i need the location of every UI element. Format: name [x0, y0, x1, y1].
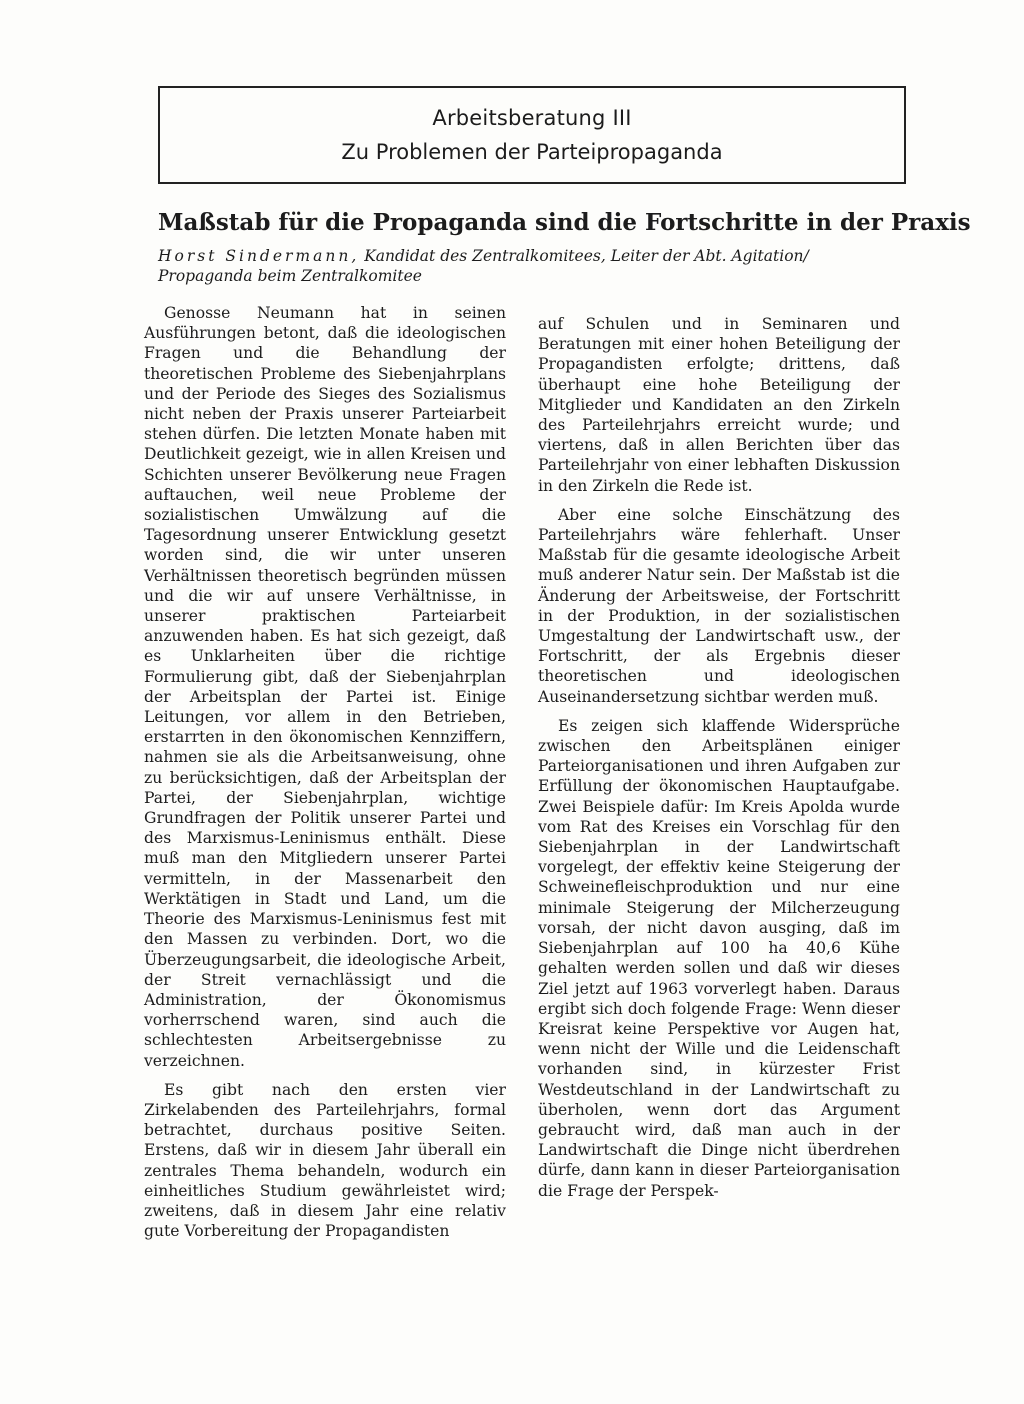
text-column-right — [538, 314, 900, 1210]
section-header-box — [158, 86, 906, 184]
paragraph: Aber eine solche Einschätzung des Parteilehrjahrs wäre fehlerhaft. Unser Maßstab für die gesamte ideologische Arbeit muß anderer Natur sein. Der Maßstab ist die Änderung der Arbeitsweise, der Fortschritt in der Produktion, in der sozialistischen Umgestaltung der Landwirtschaft usw., der Fortschritt, der als Ergebnis dieser theoretischen und ideologischen Auseinandersetzung sichtbar werden muß. — [538, 505, 900, 706]
paragraph: Genosse Neumann hat in seinen Ausführungen betont, daß die ideologischen Fragen und die Behandlung der theoretischen Probleme des Siebenjahrplans und der Periode des Sieges des Sozialismus nicht neben der Praxis unserer Parteiarbeit stehen dürfen. Die letzten Monate haben mit Deutlichkeit gezeigt, wie in allen Kreisen und Schichten unserer Bevölkerung neue Fragen auftauchen, weil neue Probleme der sozialistischen Umwälzung auf die Tagesordnung unserer Entwicklung gesetzt worden sind, die wir unter unseren Verhältnissen theoretisch begründen müssen und die wir auf unsere Verhältnisse, in unserer praktischen Parteiarbeit anzuwenden haben. Es hat sich gezeigt, daß es Unklarheiten über die richtige Formulierung gibt, daß der Siebenjahrplan der Arbeitsplan der Partei ist. Einige Leitungen, vor allem in den Betrieben, erstarrten in den ökonomischen Kennziffern, nahmen sie als die Arbeitsanweisung, ohne zu berücksichtigen, daß der Arbeitsplan der Partei, der Siebenjahrplan, wichtige Grundfragen der Politik unserer Partei und des Marxismus-Leninismus enthält. Diese muß man den Mitgliedern unserer Partei vermitteln, in der Massenarbeit den Werktätigen in Stadt und Land, um die Theorie des Marxismus-Leninismus fest mit den Massen zu verbinden. Dort, wo die Überzeugungsarbeit, die ideologische Arbeit, der Streit vernachlässigt und die Administration, der Ökonomismus vorherrschend waren, sind auch die schlechtesten Arbeitsergebnisse zu verzeichnen. — [144, 304, 506, 1070]
text-column-left — [144, 303, 506, 1250]
author-role: Kandidat des Zentralkomitees, Leiter der Abt. Agitation/ Propaganda beim Zentralkomitee — [158, 247, 809, 285]
author-name: Horst Sindermann, — [158, 247, 360, 265]
section-header-title: Arbeitsberatung III — [432, 106, 632, 130]
section-header-subtitle: Zu Problemen der Parteipropaganda — [341, 140, 723, 164]
paragraph: auf Schulen und in Seminaren und Beratungen mit einer hohen Beteiligung der Propagandisten erfolgte; drittens, daß überhaupt eine hohe Beteiligung der Mitglieder und Kandidaten an den Zirkeln des Parteilehrjahrs erreicht wurde; und viertens, daß in allen Berichten über das Parteilehrjahr von einer lebhaften Diskussion in den Zirkeln die Rede ist. — [538, 315, 900, 495]
article-title: Maßstab für die Propaganda sind die Fortschritte in der Praxis — [158, 209, 971, 236]
paragraph: Es zeigen sich klaffende Widersprüche zwischen den Arbeitsplänen einiger Parteiorganisationen und ihren Aufgaben zur Erfüllung der ökonomischen Hauptaufgabe. Zwei Beispiele dafür: Im Kreis Apolda wurde vom Rat des Kreises ein Vorschlag für den Siebenjahrplan in der Landwirtschaft vorgelegt, der effektiv keine Steigerung der Schweinefleischproduktion und nur eine minimale Steigerung der Milcherzeugung vorsah, der nicht davon ausging, daß im Siebenjahrplan auf 100 ha 40,6 Kühe gehalten werden sollen und daß wir dieses Ziel jetzt auf 1963 vorverlegt haben. Daraus ergibt sich doch folgende Frage: Wenn dieser Kreisrat keine Perspektive vor Augen hat, wenn nicht der Wille und die Leidenschaft vorhanden sind, in kürzester Frist Westdeutschland in der Landwirtschaft zu überholen, wenn dort das Argument gebraucht wird, daß man auch in der Landwirtschaft die Dinge nicht überdrehen dürfe, dann kann in dieser Parteiorganisation die Frage der Perspek- — [538, 716, 900, 1200]
article-byline — [158, 246, 908, 286]
paragraph: Es gibt nach den ersten vier Zirkelabenden des Parteilehrjahrs, formal betrachtet, durchaus positive Seiten. Erstens, daß wir in diesem Jahr überall ein zentrales Thema behandeln, wodurch ein einheitliches Studium gewährleistet wird; zweitens, daß in diesem Jahr eine relativ gute Vorbereitung der Propagandisten — [144, 1080, 506, 1241]
